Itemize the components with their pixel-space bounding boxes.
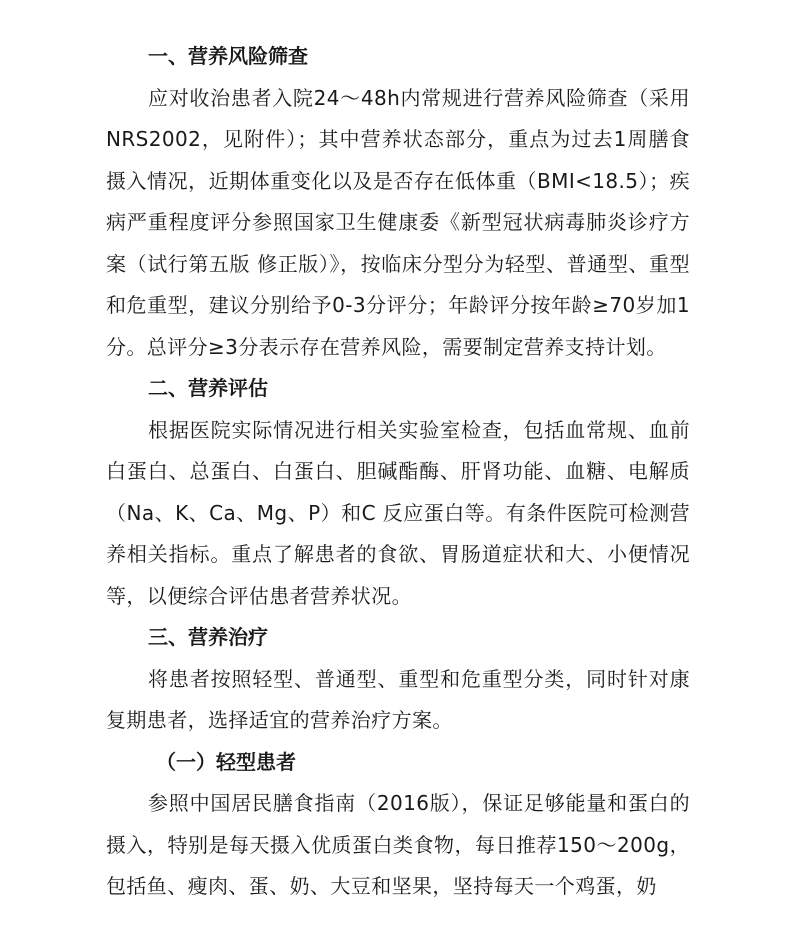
paragraph-nutrition-assessment: 根据医院实际情况进行相关实验室检查，包括血常规、血前白蛋白、总蛋白、白蛋白、胆碱酯酶、肝肾功能、血糖、电解质（Na、K、Ca、Mg、P）和C 反应蛋白等。有条件医院可检测营养相关指标。重点了解患者的食欲、胃肠道症状和大、小便情况等，以便综合评估患者营养状况。 bbox=[106, 417, 690, 608]
document-body bbox=[106, 36, 690, 908]
paragraph-nutrition-therapy: 将患者按照轻型、普通型、重型和危重型分类，同时针对康复期患者，选择适宜的营养治疗方案。 bbox=[106, 666, 690, 732]
heading-mild-patients: （一）轻型患者 bbox=[156, 749, 296, 774]
heading-nutrition-assessment: 二、营养评估 bbox=[148, 376, 268, 400]
paragraph-mild-patients: 参照中国居民膳食指南（2016版），保证足够能量和蛋白的摄入，特别是每天摄入优质蛋白类食物，每日推荐150～200g，包括鱼、瘦肉、蛋、奶、大豆和坚果，坚持每天一个鸡蛋，奶 bbox=[106, 791, 690, 898]
heading-nutrition-risk-screening: 一、营养风险筛查 bbox=[148, 44, 308, 68]
paragraph-nutrition-risk-screening: 应对收治患者入院24～48h内常规进行营养风险筛查（采用NRS2002，见附件）；其中营养状态部分，重点为过去1周膳食摄入情况，近期体重变化以及是否存在低体重（BMI<18.5）；疾病严重程度评分参照国家卫生健康委《新型冠状病毒肺炎诊疗方案（试行第五版 修正版）》，按临床分型分为轻型、普通型、重型和危重型，建议分别给予0-3分评分；年龄评分按年龄≥70岁加1分。总评分≥3分表示存在营养风险，需要制定营养支持计划。 bbox=[106, 85, 690, 359]
heading-nutrition-therapy: 三、营养治疗 bbox=[148, 625, 268, 649]
